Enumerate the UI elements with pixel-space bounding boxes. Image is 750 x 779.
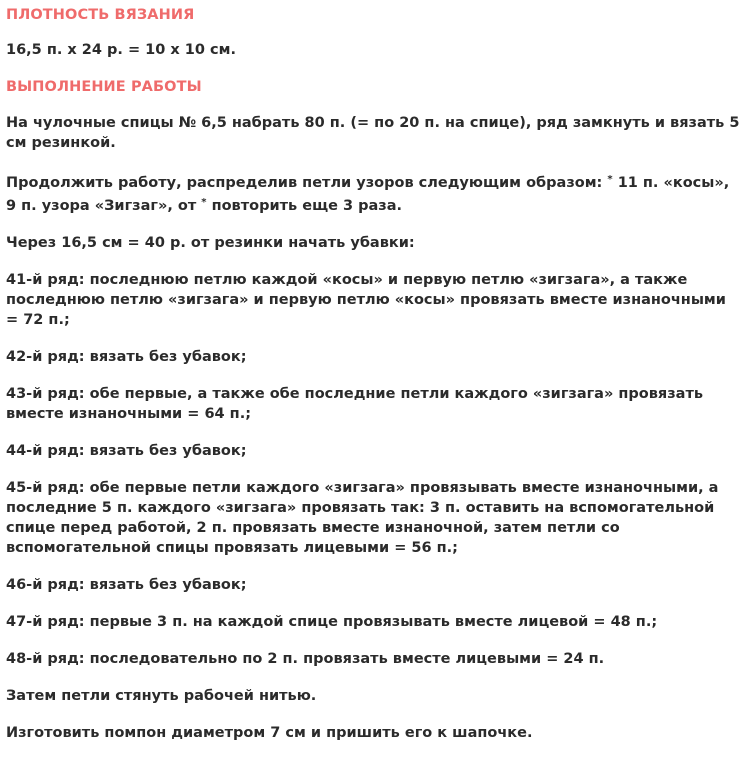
- paragraph-pattern-distribution: [6, 170, 740, 216]
- paragraph-pompom: Изготовить помпон диаметром 7 см и пришить его к шапочке.: [6, 725, 533, 741]
- paragraph-decrease-start: Через 16,5 см = 40 р. от резинки начать убавки:: [6, 235, 415, 251]
- pattern-text-middle: 11 п. «косы», 9 п. узора «Зигзаг», от: [6, 175, 730, 214]
- pattern-text-after: повторить еще 3 раза.: [206, 198, 403, 214]
- paragraph-row-43: 43-й ряд: обе первые, а также обе последние петли каждого «зигзага» провязать вместе изнаночными = 64 п.;: [6, 386, 704, 422]
- paragraph-row-45: 45-й ряд: обе первые петли каждого «зигзага» провязывать вместе изнаночными, а последние 5 п. каждого «зигзага» провязать так: 3 п. оставить на вспомогательной спице перед работой, 2 п. провязать вместе изнаночной, затем петли со вспомогательной спицы провязать лицевыми = 56 п.;: [6, 480, 719, 556]
- paragraph-row-47: 47-й ряд: первые 3 п. на каждой спице провязывать вместе лицевой = 48 п.;: [6, 614, 658, 630]
- work-heading: ВЫПОЛНЕНИЕ РАБОТЫ: [6, 79, 202, 95]
- paragraph-row-48: 48-й ряд: последовательно по 2 п. провязать вместе лицевыми = 24 п.: [6, 651, 605, 667]
- paragraph-row-44: 44-й ряд: вязать без убавок;: [6, 443, 247, 459]
- density-text: 16,5 п. х 24 р. = 10 х 10 см.: [6, 42, 236, 58]
- paragraph-cast-on: На чулочные спицы № 6,5 набрать 80 п. (= по 20 п. на спице), ряд замкнуть и вязать 5 см резинкой.: [6, 115, 740, 151]
- paragraph-finish: Затем петли стянуть рабочей нитью.: [6, 688, 317, 704]
- repeat-star-end: *: [201, 197, 207, 208]
- paragraph-row-41: 41-й ряд: последнюю петлю каждой «косы» и первую петлю «зигзага», а также последнюю петлю «зигзага» и первую петлю «косы» провязать вместе изнаночными = 72 п.;: [6, 272, 726, 328]
- density-heading: ПЛОТНОСТЬ ВЯЗАНИЯ: [6, 7, 195, 23]
- paragraph-row-42: 42-й ряд: вязать без убавок;: [6, 349, 247, 365]
- paragraph-row-46: 46-й ряд: вязать без убавок;: [6, 577, 247, 593]
- pattern-text-before: Продолжить работу, распределив петли узоров следующим образом:: [6, 175, 608, 191]
- repeat-star-start: *: [607, 174, 613, 185]
